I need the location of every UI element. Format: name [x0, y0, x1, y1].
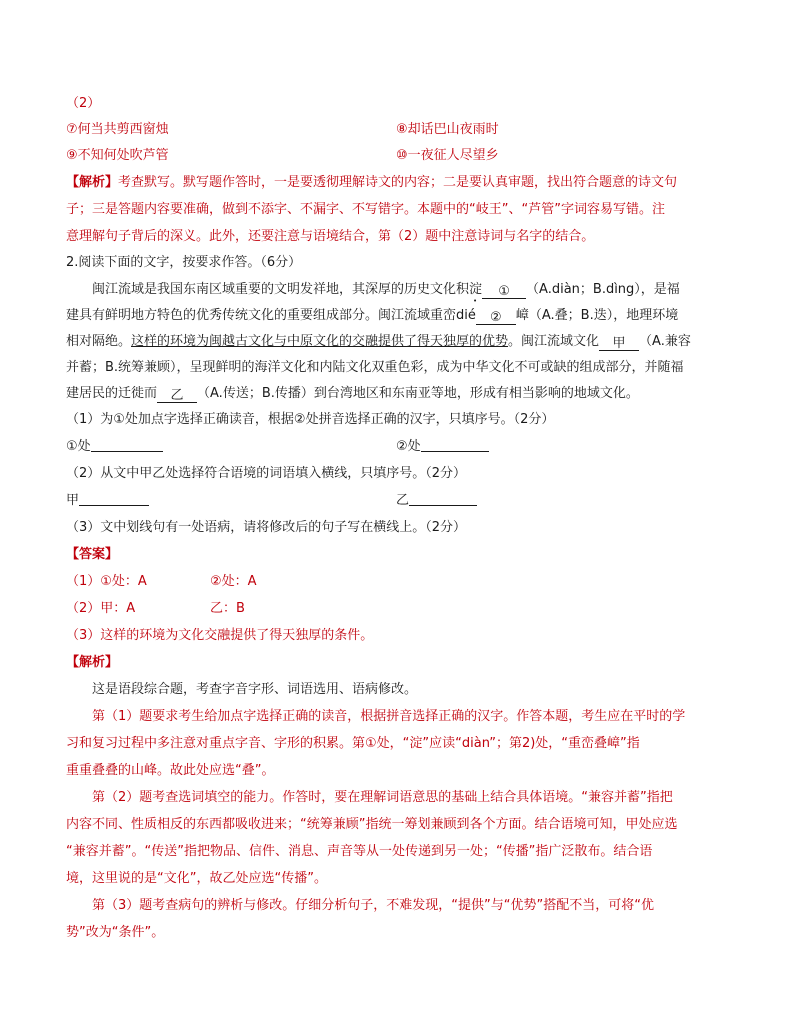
answer-1a: （1）①处：A [66, 574, 147, 589]
sub-question-2: （2）从文中甲乙处选择符合语境的词语填入横线，只填序号。（2分） [66, 466, 467, 481]
analysis-3-line-2: 势”改为“条件”。 [66, 925, 165, 940]
analysis-2-line-4: 境，这里说的是“文化”，故乙处应选“传播”。 [66, 871, 327, 886]
blank-jia: 甲 [599, 334, 639, 351]
answer-line-1[interactable] [91, 437, 163, 452]
analysis-line-3: 意理解句子背后的深义。此外，还要注意与语境结合，第（2）题中注意诗词与名字的结合。 [66, 229, 595, 244]
fill-1: ①处 [66, 437, 163, 457]
answer-3: （3）这样的环境为文化交融提供了得天独厚的条件。 [66, 628, 374, 643]
underlined-sentence: 这样的环境为闽越古文化与中原文化的交融提供了得天独厚的优势 [131, 334, 509, 349]
answer-line-2[interactable] [421, 437, 489, 452]
answer-2b: 乙：B [210, 601, 245, 616]
answer-7: ⑦何当共剪西窗烛 [66, 122, 169, 137]
blank-yi: 乙 [157, 386, 197, 403]
answer-line-jia[interactable] [79, 491, 149, 506]
blank-1: ① [482, 282, 526, 299]
fill-jia: 甲 [66, 491, 149, 511]
analysis-2-line-2: 内容不同、性质相反的东西都吸收进来；“统筹兼顾”指统一筹划兼顾到各个方面。结合语境可知，甲处应选 [66, 817, 678, 832]
analysis-line-2: 子；三是答题内容要准确，做到不添字、不漏字、不写错字。本题中的“岐王”、“芦管”字词容易写错。注 [66, 202, 665, 217]
sub-question-label: （2） [66, 96, 101, 111]
blank-2: ② [476, 308, 516, 325]
analysis-2-line-1: 第（2）题考查选词填空的能力。作答时，要在理解词语意思的基础上结合具体语境。“兼容并蓄”指把 [92, 790, 673, 805]
analysis-tag: 【解析】 [66, 175, 119, 190]
passage-line-2: 建具有鲜明地方特色的优秀传统文化的重要组成部分。闽江流域重峦dié ② 嶂（A.叠；B.迭），地理环境 [66, 308, 679, 325]
analysis-3-line-1: 第（3）题考查病句的辨析与修改。仔细分析句子，不难发现，“提供”与“优势”搭配不当，可将“优 [92, 898, 654, 913]
passage-line-3: 相对隔绝。这样的环境为闽越古文化与中原文化的交融提供了得天独厚的优势。闽江流域文化 甲 （A.兼容 [66, 334, 691, 351]
question-2-title: 2.阅读下面的文字，按要求作答。（6分） [66, 255, 302, 270]
sub-question-1: （1）为①处加点字选择正确读音，根据②处拼音选择正确的汉字，只填序号。（2分） [66, 412, 555, 427]
analysis-1-line-3: 重重叠叠的山峰。故此处应选“叠”。 [66, 763, 275, 778]
passage-line-1: 闽江流域是我国东南区域重要的文明发祥地，其深厚的历史文化积淀 ① （A.diàn；B.dìng），是福 [92, 282, 680, 299]
fill-2: ②处 [396, 437, 489, 457]
sub-question-3: （3）文中划线句有一处语病，请将修改后的句子写在横线上。（2分） [66, 520, 467, 535]
answer-9: ⑨不知何处吹芦管 [66, 148, 169, 163]
analysis-2-line-3: “兼容并蓄”。“传送”指把物品、信件、消息、声音等从一处传递到另一处；“传播”指广泛散布。结合语 [66, 844, 653, 859]
passage-line-4: 并蓄；B.统筹兼顾），呈现鲜明的海洋文化和内陆文化双重色彩，成为中华文化不可或缺的组成部分，并随福 [66, 360, 684, 375]
analysis-1-line-2: 习和复习过程中多注意对重点字音、字形的积累。第①处，“淀”应读“diàn”；第2)处，“重峦叠嶂”指 [66, 736, 640, 751]
answer-10: ⑩一夜征人尽望乡 [396, 148, 499, 163]
passage-line-5: 建居民的迁徙而 乙 （A.传送；B.传播）到台湾地区和东南亚等地，形成有相当影响的地域文化。 [66, 386, 639, 403]
analysis-1-line-1: 第（1）题要求考生给加点字选择正确的读音，根据拼音选择正确的汉字。作答本题，考生应在平时的学 [92, 709, 686, 724]
fill-yi: 乙 [396, 491, 477, 511]
answer-line-yi[interactable] [409, 491, 477, 506]
answer-1b: ②处：A [210, 574, 257, 589]
dotted-char: 淀 [469, 282, 483, 297]
answer-2a: （2）甲：A [66, 601, 136, 616]
answer-tag: 【答案】 [66, 547, 119, 562]
answer-8: ⑧却话巴山夜雨时 [396, 122, 499, 137]
analysis-intro: 这是语段综合题，考查字音字形、词语选用、语病修改。 [92, 682, 418, 697]
analysis-tag-2: 【解析】 [66, 655, 119, 670]
analysis-line-1: 【解析】考查默写。默写题作答时，一是要透彻理解诗文的内容；二是要认真审题，找出符合题意的诗文句 [66, 175, 678, 190]
